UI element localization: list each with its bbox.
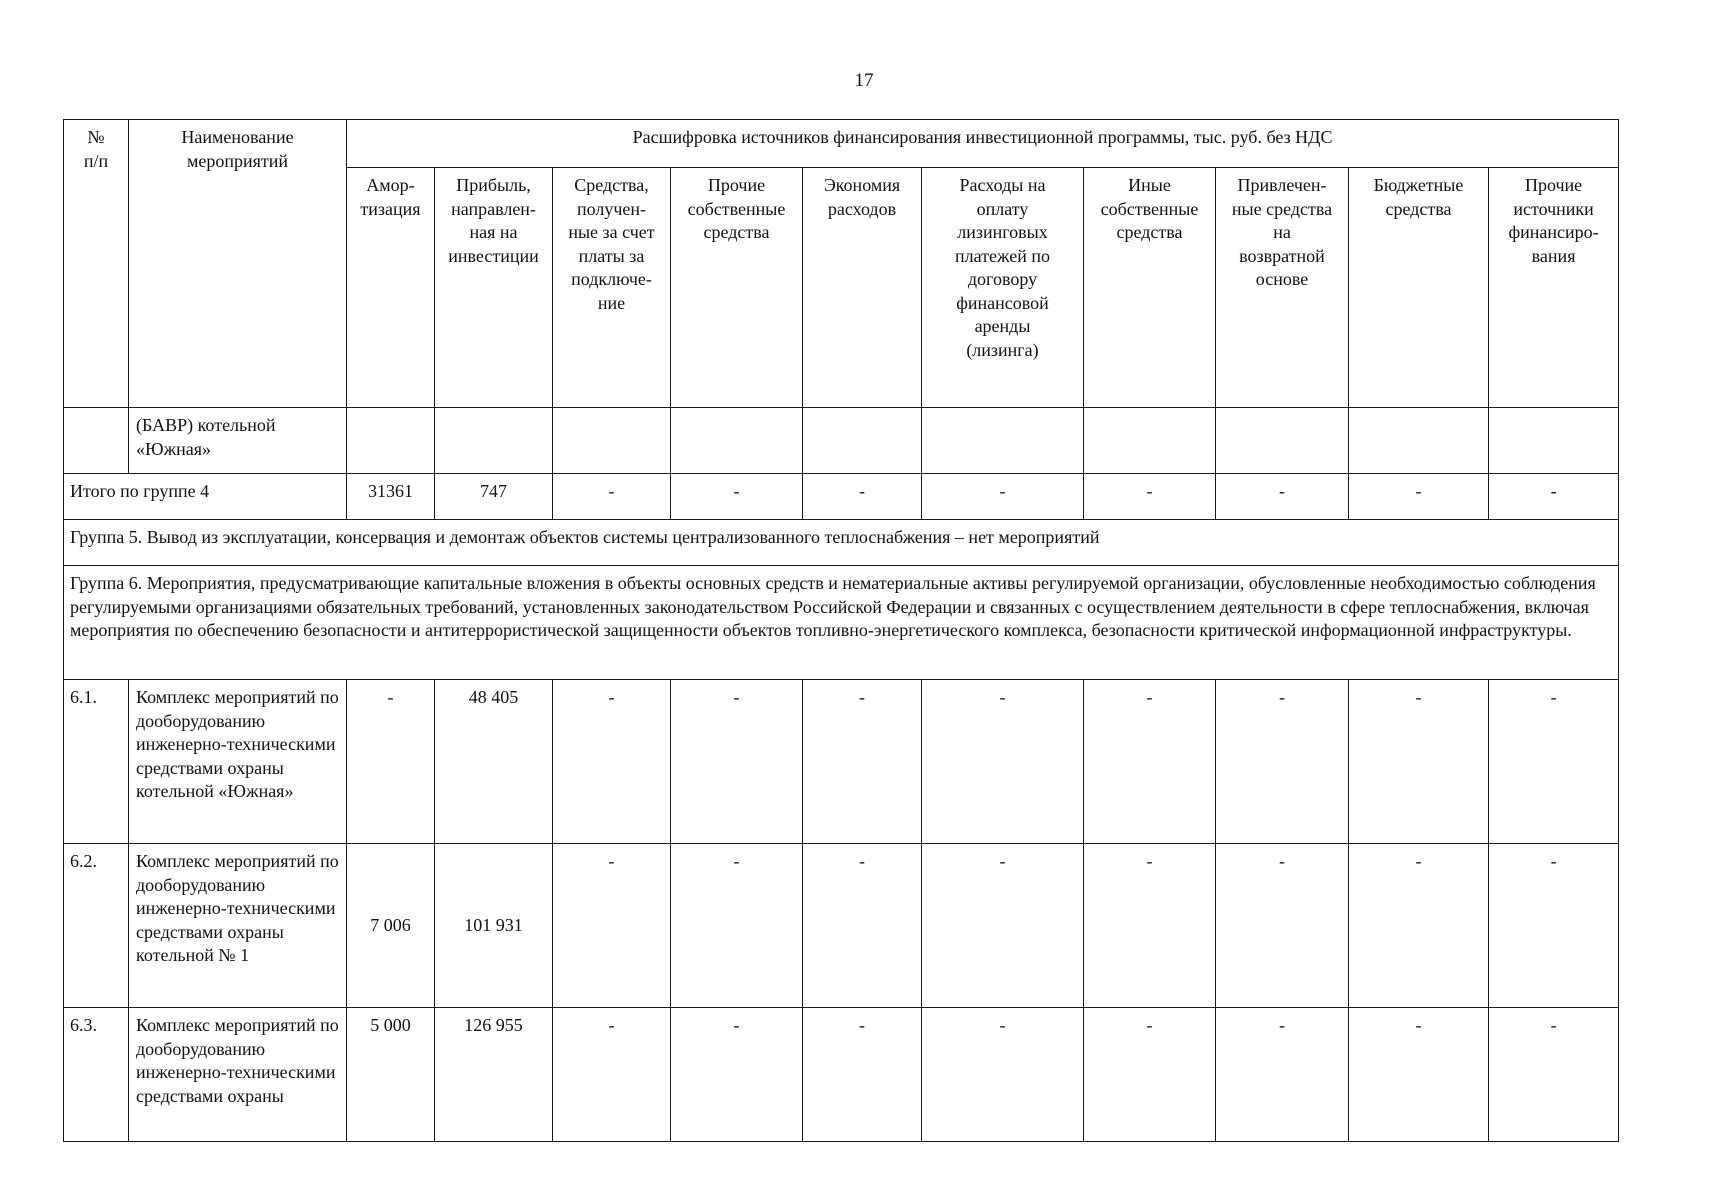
cell-value: - bbox=[1489, 680, 1619, 844]
cell-value: - bbox=[922, 474, 1084, 520]
col-header-cost-savings: Экономия расходов bbox=[803, 168, 922, 408]
row-name: Комплекс мероприятий по дооборудованию инженерно-техническими средствами охраны котельной «Южная» bbox=[129, 680, 347, 844]
cell-value: - bbox=[922, 844, 1084, 1008]
cell-value: 31361 bbox=[347, 474, 435, 520]
col-header-other-own-funds: Прочие собственные средства bbox=[671, 168, 803, 408]
cell-value: - bbox=[922, 1008, 1084, 1142]
cell-value: - bbox=[671, 474, 803, 520]
cell-value: - bbox=[553, 844, 671, 1008]
row-number: 6.3. bbox=[64, 1008, 129, 1142]
cell-value: - bbox=[553, 474, 671, 520]
total-label: Итого по группе 4 bbox=[64, 474, 347, 520]
group-6-text: Группа 6. Мероприятия, предусматривающие капитальные вложения в объекты основных средств и нематериальные активы регулируемой организации, обусловленные необходимостью соблюдения регулируемыми организациями обязательных требований, установленных законодательством Российской Федерации и связанных с осуществлением деятельности в сфере теплоснабжения, включая мероприятия по обеспечению безопасности и антитеррористической защищенности объектов топливно-энергетического комплекса, безопасности критической информационной инфраструктуры. bbox=[64, 566, 1619, 680]
cell-value: - bbox=[1084, 844, 1216, 1008]
row-name: Комплекс мероприятий по дооборудованию инженерно-техническими средствами охраны bbox=[129, 1008, 347, 1142]
num-col-header: № п/п bbox=[64, 120, 129, 408]
cell-value: - bbox=[553, 1008, 671, 1142]
cell-value: 7 006 bbox=[347, 844, 435, 1008]
cell-value: 101 931 bbox=[435, 844, 553, 1008]
group-row-5 bbox=[64, 520, 1619, 566]
cell-value: - bbox=[1216, 1008, 1349, 1142]
group-row-6 bbox=[64, 566, 1619, 680]
cell-value: - bbox=[1084, 1008, 1216, 1142]
col-header-leasing: Расходы на оплату лизинговых платежей по договору финансовой аренды (лизинга) bbox=[922, 168, 1084, 408]
cell-value: - bbox=[1216, 844, 1349, 1008]
cell-value: - bbox=[1489, 844, 1619, 1008]
page-number: 17 bbox=[854, 70, 874, 91]
cell-value: 126 955 bbox=[435, 1008, 553, 1142]
cell-value: - bbox=[671, 1008, 803, 1142]
cell-value: - bbox=[1349, 680, 1489, 844]
cell-value: - bbox=[671, 680, 803, 844]
sources-group-header: Расшифровка источников финансирования инвестиционной программы, тыс. руб. без НДС bbox=[347, 120, 1619, 168]
cell-value: 747 bbox=[435, 474, 553, 520]
cell-value: - bbox=[803, 474, 922, 520]
header-row-1 bbox=[64, 120, 1619, 168]
cell-value: - bbox=[553, 680, 671, 844]
cell-value: - bbox=[1489, 474, 1619, 520]
cell-value: - bbox=[1216, 680, 1349, 844]
cell-value: - bbox=[922, 680, 1084, 844]
row-name: (БАВР) котельной «Южная» bbox=[129, 408, 347, 474]
col-header-amortization: Амор- тизация bbox=[347, 168, 435, 408]
col-header-connection-fee: Средства, получен- ные за счет платы за подключе- ние bbox=[553, 168, 671, 408]
table-row bbox=[64, 844, 1619, 1008]
cell-value: - bbox=[803, 1008, 922, 1142]
cell-value: - bbox=[1349, 1008, 1489, 1142]
col-header-other-own: Иные собственные средства bbox=[1084, 168, 1216, 408]
row-number: 6.1. bbox=[64, 680, 129, 844]
cell-value: - bbox=[1084, 474, 1216, 520]
table-row bbox=[64, 680, 1619, 844]
row-name: Комплекс мероприятий по дооборудованию инженерно-техническими средствами охраны котельной № 1 bbox=[129, 844, 347, 1008]
cell-value: - bbox=[1349, 844, 1489, 1008]
col-header-budget: Бюджетные средства bbox=[1349, 168, 1489, 408]
cell-value: 5 000 bbox=[347, 1008, 435, 1142]
cell-value: - bbox=[1489, 1008, 1619, 1142]
cell-value: - bbox=[803, 844, 922, 1008]
cell-value: - bbox=[347, 680, 435, 844]
col-header-profit: Прибыль, направлен- ная на инвестиции bbox=[435, 168, 553, 408]
table-row bbox=[64, 1008, 1619, 1142]
cell-value: - bbox=[671, 844, 803, 1008]
cell-value: - bbox=[1349, 474, 1489, 520]
cell-value: - bbox=[803, 680, 922, 844]
name-col-header: Наименование мероприятий bbox=[129, 120, 347, 408]
total-row bbox=[64, 474, 1619, 520]
col-header-other-sources: Прочие источники финансиро- вания bbox=[1489, 168, 1619, 408]
row-number: 6.2. bbox=[64, 844, 129, 1008]
group-5-text: Группа 5. Вывод из эксплуатации, консервация и демонтаж объектов системы централизованного теплоснабжения – нет мероприятий bbox=[64, 520, 1619, 566]
cell-value: - bbox=[1084, 680, 1216, 844]
col-header-borrowed: Привлечен- ные средства на возвратной основе bbox=[1216, 168, 1349, 408]
cell-value: 48 405 bbox=[435, 680, 553, 844]
financing-table bbox=[63, 119, 1619, 1142]
table-row bbox=[64, 408, 1619, 474]
cell-value: - bbox=[1216, 474, 1349, 520]
